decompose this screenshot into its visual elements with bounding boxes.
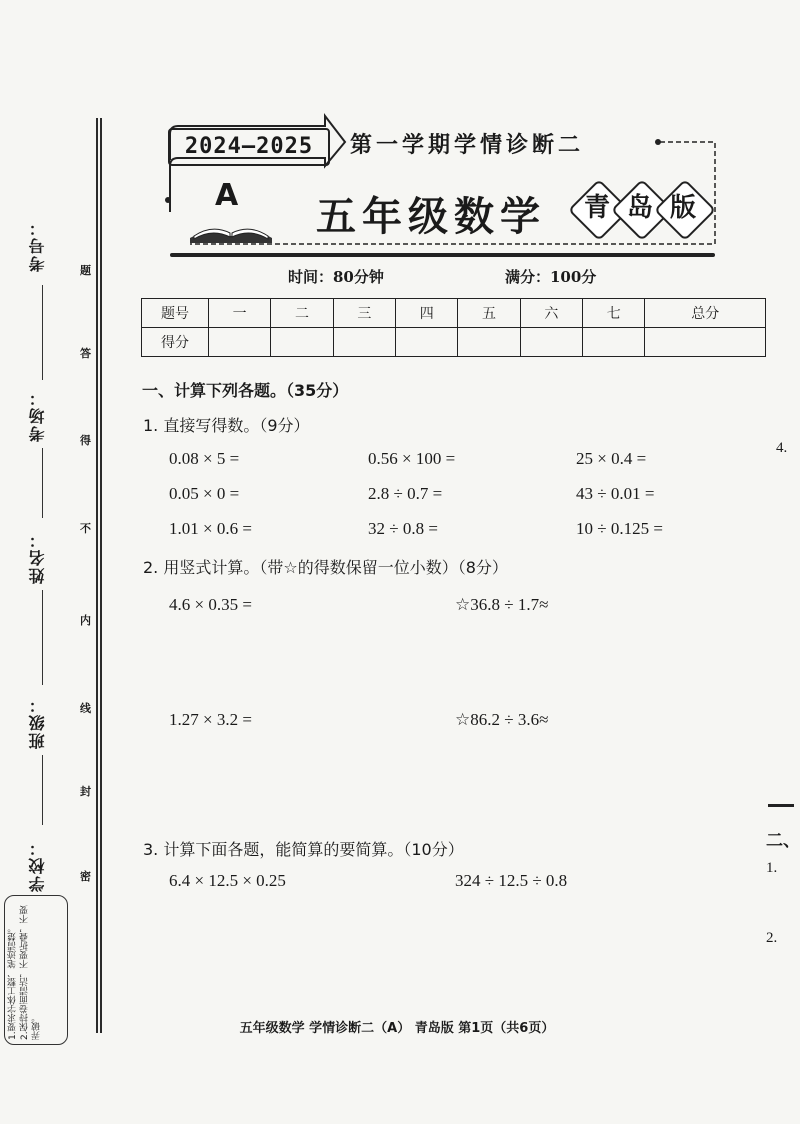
table-cell: 二: [271, 299, 333, 328]
name-line: [42, 590, 43, 685]
exam-number-label: 考号：: [28, 218, 47, 272]
oral-calc-item: 0.56 × 100 =: [368, 449, 456, 468]
table-cell: 一: [209, 299, 271, 328]
oral-calc-item: 43 ÷ 0.01 =: [576, 484, 655, 503]
exam-room-line: [42, 448, 43, 518]
term-title: 第一学期学情诊断二: [350, 133, 585, 158]
next-page-fragment: 二、: [766, 831, 800, 850]
table-cell: 六: [520, 299, 582, 328]
seal-char: 线: [80, 702, 91, 715]
oral-calc-item: 1.01 × 0.6 =: [169, 519, 252, 538]
oral-calc-item: 10 ÷ 0.125 =: [576, 519, 663, 538]
table-cell: 总分: [645, 299, 766, 328]
seal-char: 内: [80, 614, 91, 627]
subject-title: 五年级数学: [316, 194, 546, 240]
exam-room-label: 考场：: [28, 388, 47, 442]
school-label: 学校：: [28, 838, 47, 892]
score-cell[interactable]: [458, 328, 520, 357]
simplify-calc-item: 324 ÷ 12.5 ÷ 0.8: [455, 871, 568, 890]
edition-letter: A: [215, 178, 239, 213]
header-rule: [170, 253, 715, 257]
oral-calc-item: 0.08 × 5 =: [169, 449, 240, 468]
vertical-calc-item: ☆86.2 ÷ 3.6≈: [455, 710, 549, 729]
binding-line-inner: [100, 118, 102, 1033]
exam-time: 时间：80分钟: [288, 268, 384, 286]
seal-char: 封: [80, 785, 91, 798]
section-1-title: 一、计算下列各题。（35分）: [142, 381, 349, 400]
notice-item: 2.保持卷面清洁，不要折叠，不要弄破。: [20, 905, 42, 1040]
class-line: [42, 755, 43, 825]
question-1-title: 1. 直接写得数。（9分）: [143, 416, 310, 435]
score-cell[interactable]: [396, 328, 458, 357]
score-table: [141, 298, 766, 357]
score-cell[interactable]: [645, 328, 766, 357]
school-year: 2024–2025: [168, 128, 330, 166]
score-table-score-row: [142, 328, 766, 357]
name-label: 姓名：: [28, 530, 47, 584]
vertical-calc-item: ☆36.8 ÷ 1.7≈: [455, 595, 549, 614]
table-cell: 题号: [142, 299, 209, 328]
simplify-calc-item: 6.4 × 12.5 × 0.25: [169, 871, 286, 890]
vertical-calc-item: 4.6 × 0.35 =: [169, 595, 252, 614]
next-page-fragment: 2.: [766, 930, 778, 946]
table-cell: 三: [333, 299, 395, 328]
badge-char: 岛: [626, 193, 653, 223]
oral-calc-item: 25 × 0.4 =: [576, 449, 647, 468]
badge-char: 青: [583, 193, 610, 223]
oral-calc-item: 2.8 ÷ 0.7 =: [368, 484, 443, 503]
score-cell[interactable]: [520, 328, 582, 357]
class-label: 班级：: [28, 695, 47, 749]
page-footer: 五年级数学 学情诊断二（A） 青岛版 第1页（共6页）: [239, 1021, 555, 1036]
oral-calc-item: 32 ÷ 0.8 =: [368, 519, 438, 538]
score-cell[interactable]: [333, 328, 395, 357]
exam-number-line: [42, 285, 43, 380]
seal-char: 密: [80, 870, 91, 883]
badge-char: 版: [669, 193, 696, 223]
table-cell: 五: [458, 299, 520, 328]
score-table-header-row: [142, 299, 766, 328]
question-2-title: 2. 用竖式计算。（带☆的得数保留一位小数）（8分）: [143, 558, 508, 577]
next-page-rule: [768, 804, 794, 807]
seal-char: 答: [80, 347, 91, 360]
question-3-title: 3. 计算下面各题，能简算的要简算。（10分）: [143, 840, 464, 859]
notice-item: 1.要求字体工整、笔迹清楚。: [8, 923, 18, 1040]
table-cell: 得分: [142, 328, 209, 357]
table-cell: 四: [396, 299, 458, 328]
next-page-fragment: 1.: [766, 860, 778, 876]
table-cell: 七: [583, 299, 645, 328]
seal-char: 题: [80, 264, 91, 277]
seal-char: 得: [80, 434, 91, 447]
oral-calc-item: 0.05 × 0 =: [169, 484, 240, 503]
vertical-calc-item: 1.27 × 3.2 =: [169, 710, 252, 729]
score-cell[interactable]: [583, 328, 645, 357]
next-page-fragment: 4.: [776, 440, 788, 456]
open-book-icon: [186, 216, 276, 246]
binding-line-outer: [96, 118, 98, 1033]
score-cell[interactable]: [271, 328, 333, 357]
full-score: 满分：100分: [505, 268, 597, 286]
score-cell[interactable]: [209, 328, 271, 357]
seal-char: 不: [80, 522, 91, 535]
